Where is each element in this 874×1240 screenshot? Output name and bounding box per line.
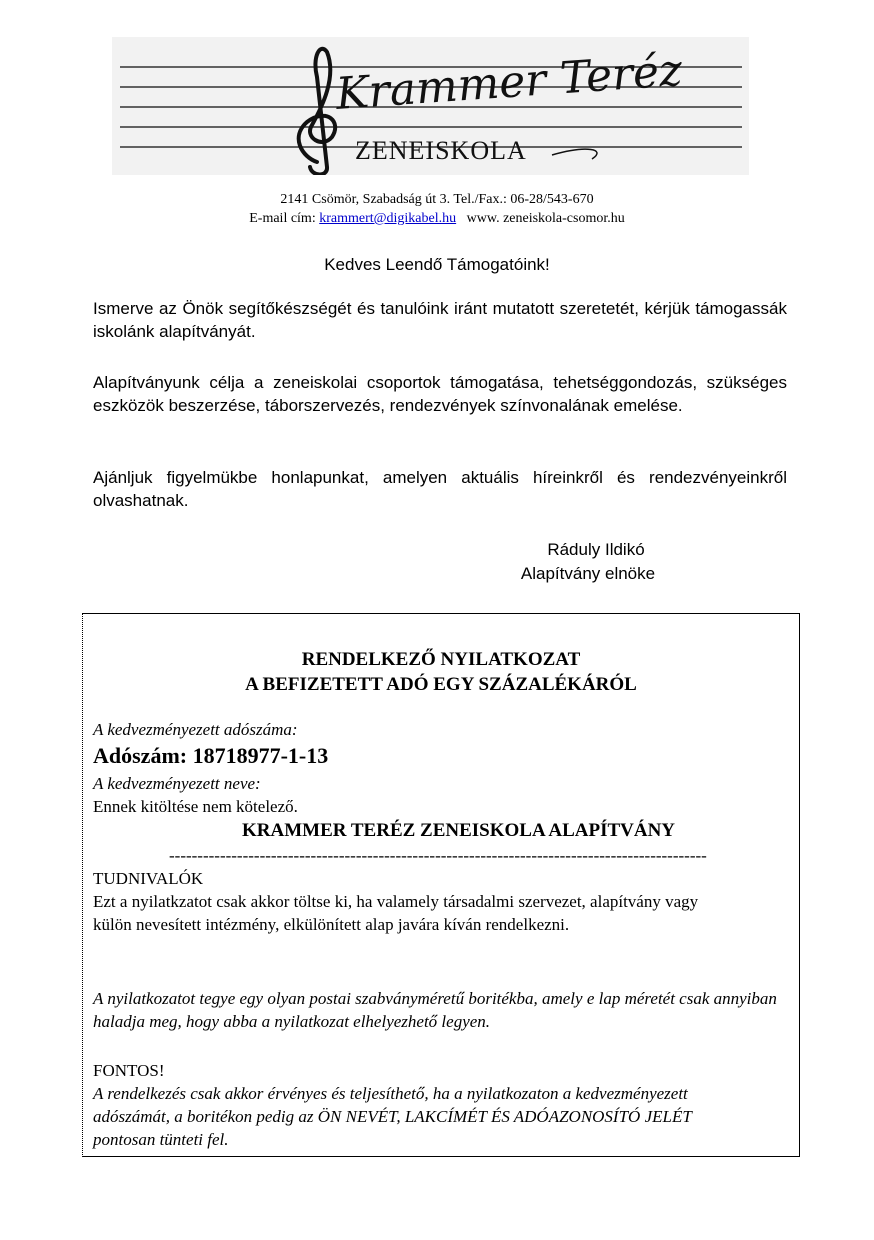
- website-text: www. zeneiskola-csomor.hu: [466, 211, 625, 226]
- declaration-title-1: RENDELKEZŐ NYILATKOZAT: [301, 649, 581, 670]
- separator-line: -----------------------------------------------------------------------------------------------: [169, 846, 707, 865]
- logo-script-text: Krammer Teréz: [334, 44, 684, 120]
- tax-id: Adószám: 18718977-1-13: [93, 743, 329, 768]
- name-label: A kedvezményezett neve:: [93, 774, 261, 793]
- logo-staff-graphic: [112, 37, 749, 175]
- info-heading: TUDNIVALÓK: [93, 869, 204, 888]
- important-text: A rendelkezés csak akkor érvényes és teljesíthető, ha a nyilatkozaton a kedvezményezett adószámát, a boritékon pedig az ÖN NEVÉT, LAKCÍMÉT ÉS ADÓAZONOSÍTÓ JELÉT pontosan tünteti fel.: [93, 1084, 692, 1149]
- declaration-title-2: A BEFIZETETT ADÓ EGY SZÁZALÉKÁRÓL: [245, 674, 637, 695]
- greeting: Kedves Leendő Támogatóink!: [324, 255, 550, 274]
- beneficiary-name: KRAMMER TERÉZ ZENEISKOLA ALAPÍTVÁNY: [242, 820, 676, 841]
- important-heading: FONTOS!: [93, 1061, 165, 1080]
- envelope-text: A nyilatkozatot tegye egy olyan postai szabványméretű boritékba, amely e lap méretét csak annyiban haladja meg, hogy abba a nyilatkozat elhelyezhető legyen.: [93, 989, 777, 1031]
- logo-subtitle: ZENEISKOLA: [355, 136, 527, 165]
- optional-note: Ennek kitöltése nem kötelező.: [93, 797, 298, 816]
- paragraph-1: Ismerve az Önök segítőkészségét és tanulóink iránt mutatott szeretetét, kérjük támogassák iskolánk alapítványát.: [93, 299, 787, 341]
- address-line: 2141 Csömör, Szabadság út 3. Tel./Fax.: 06-28/543-670: [280, 192, 594, 207]
- email-link[interactable]: krammert@digikabel.hu: [319, 211, 457, 226]
- school-logo: [112, 37, 749, 175]
- paragraph-2: Alapítványunk célja a zeneiskolai csoportok támogatása, tehetséggondozás, szükséges eszközök beszerzése, táborszervezés, rendezvények színvonalának emelése.: [93, 373, 787, 415]
- email-label: E-mail cím:: [249, 211, 316, 226]
- signature-name: Ráduly Ildikó: [547, 540, 645, 559]
- paragraph-3: Ajánljuk figyelmükbe honlapunkat, amelyen aktuális híreinkről és rendezvényeinkről olvashatnak.: [93, 468, 787, 510]
- signature-title: Alapítvány elnöke: [520, 564, 656, 583]
- declaration-form: [82, 613, 800, 1157]
- info-text: Ezt a nyilatkzatot csak akkor töltse ki, ha valamely társadalmi szervezet, alapítvány vagy külön nevesített intézmény, elkülönített alap javára kíván rendelkezni.: [93, 892, 699, 934]
- contact-line: [0, 209, 874, 228]
- tax-id-label: A kedvezményezett adószáma:: [93, 720, 298, 739]
